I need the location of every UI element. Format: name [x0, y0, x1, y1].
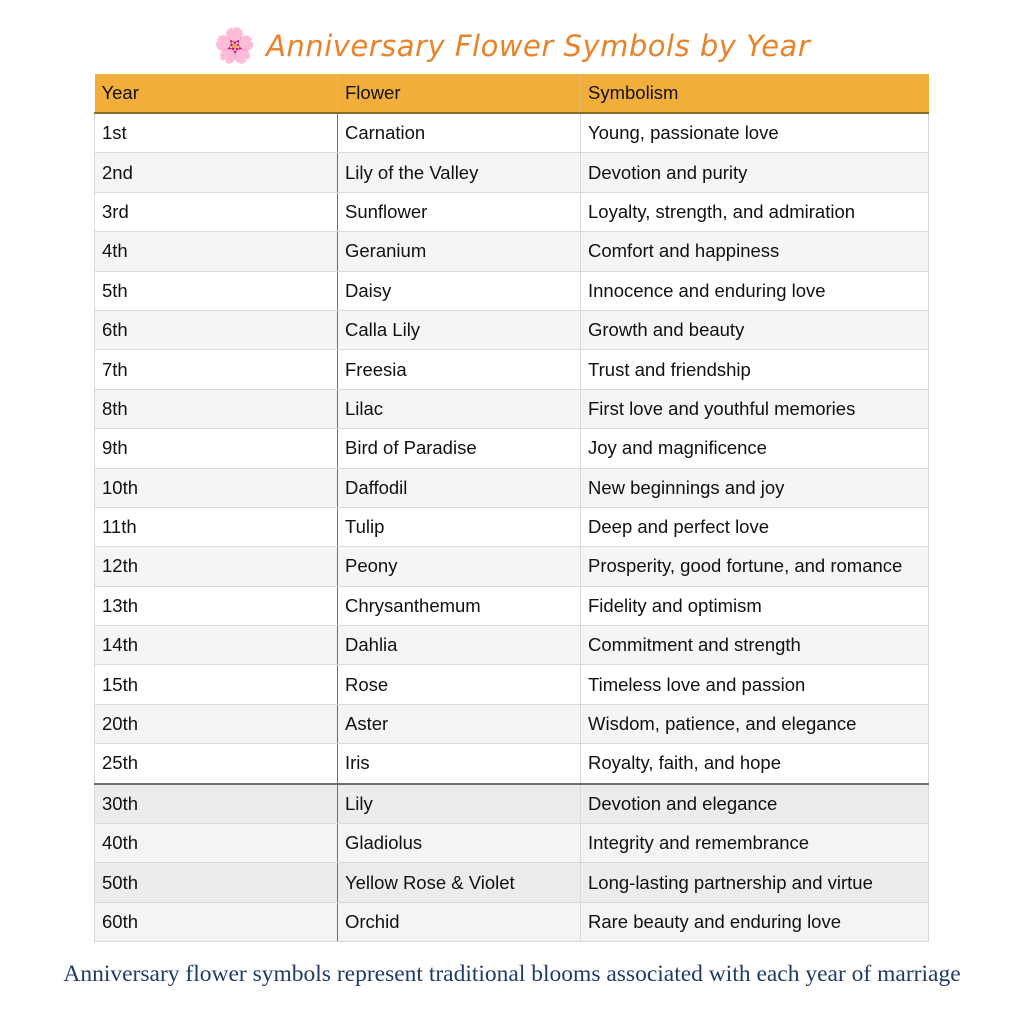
cell-year: 60th [95, 902, 338, 941]
cell-year: 14th [95, 626, 338, 665]
cell-flower: Dahlia [338, 626, 581, 665]
cell-year: 12th [95, 547, 338, 586]
cell-flower: Geranium [338, 232, 581, 271]
table-header-row [95, 74, 929, 113]
cell-flower: Sunflower [338, 192, 581, 231]
cell-year: 15th [95, 665, 338, 704]
table-row [95, 863, 929, 902]
column-header-year: Year [95, 74, 338, 113]
cell-symbolism: Innocence and enduring love [581, 271, 929, 310]
cell-year: 50th [95, 863, 338, 902]
cell-symbolism: Timeless love and passion [581, 665, 929, 704]
flower-table-container [94, 74, 928, 942]
cell-symbolism: Fidelity and optimism [581, 586, 929, 625]
column-header-symbolism: Symbolism [581, 74, 929, 113]
table-row [95, 626, 929, 665]
cell-flower: Tulip [338, 507, 581, 546]
table-row [95, 468, 929, 507]
cell-symbolism: Long-lasting partnership and virtue [581, 863, 929, 902]
cell-year: 2nd [95, 153, 338, 192]
cell-year: 40th [95, 824, 338, 863]
table-row [95, 784, 929, 824]
flower-table [94, 74, 929, 942]
cell-symbolism: Devotion and elegance [581, 784, 929, 824]
cell-year: 8th [95, 389, 338, 428]
cell-flower: Orchid [338, 902, 581, 941]
caption: Anniversary flower symbols represent traditional blooms associated with each year of marriage [63, 961, 961, 987]
table-row [95, 350, 929, 389]
table-row [95, 113, 929, 153]
table-row [95, 507, 929, 546]
cell-flower: Yellow Rose & Violet [338, 863, 581, 902]
table-row [95, 902, 929, 941]
cell-flower: Chrysanthemum [338, 586, 581, 625]
cell-year: 10th [95, 468, 338, 507]
cell-symbolism: Young, passionate love [581, 113, 929, 153]
cell-flower: Iris [338, 744, 581, 784]
cell-symbolism: New beginnings and joy [581, 468, 929, 507]
table-row [95, 310, 929, 349]
table-row [95, 744, 929, 784]
cell-year: 4th [95, 232, 338, 271]
cell-symbolism: First love and youthful memories [581, 389, 929, 428]
cell-year: 5th [95, 271, 338, 310]
table-row [95, 389, 929, 428]
cell-symbolism: Trust and friendship [581, 350, 929, 389]
table-row [95, 824, 929, 863]
cell-flower: Daisy [338, 271, 581, 310]
cell-symbolism: Joy and magnificence [581, 429, 929, 468]
cell-year: 20th [95, 704, 338, 743]
cell-year: 3rd [95, 192, 338, 231]
page-title-text: Anniversary Flower Symbols by Year [266, 29, 811, 63]
table-row [95, 153, 929, 192]
cell-flower: Freesia [338, 350, 581, 389]
cell-flower: Rose [338, 665, 581, 704]
cell-flower: Calla Lily [338, 310, 581, 349]
cell-year: 7th [95, 350, 338, 389]
cell-year: 9th [95, 429, 338, 468]
cell-symbolism: Wisdom, patience, and elegance [581, 704, 929, 743]
cell-year: 25th [95, 744, 338, 784]
cherry-blossom-icon: 🌸 [213, 26, 257, 66]
cell-symbolism: Devotion and purity [581, 153, 929, 192]
cell-year: 13th [95, 586, 338, 625]
table-row [95, 704, 929, 743]
table-row [95, 192, 929, 231]
cell-year: 6th [95, 310, 338, 349]
table-row [95, 271, 929, 310]
cell-year: 1st [95, 113, 338, 153]
table-row [95, 429, 929, 468]
cell-flower: Lilac [338, 389, 581, 428]
table-body [95, 113, 929, 942]
page-title [0, 22, 1024, 70]
cell-flower: Carnation [338, 113, 581, 153]
cell-flower: Gladiolus [338, 824, 581, 863]
cell-symbolism: Integrity and remembrance [581, 824, 929, 863]
cell-symbolism: Loyalty, strength, and admiration [581, 192, 929, 231]
cell-flower: Lily [338, 784, 581, 824]
cell-symbolism: Deep and perfect love [581, 507, 929, 546]
cell-flower: Daffodil [338, 468, 581, 507]
table-row [95, 586, 929, 625]
cell-year: 30th [95, 784, 338, 824]
cell-flower: Peony [338, 547, 581, 586]
table-row [95, 665, 929, 704]
cell-flower: Aster [338, 704, 581, 743]
cell-symbolism: Commitment and strength [581, 626, 929, 665]
cell-flower: Bird of Paradise [338, 429, 581, 468]
cell-symbolism: Rare beauty and enduring love [581, 902, 929, 941]
cell-year: 11th [95, 507, 338, 546]
column-header-flower: Flower [338, 74, 581, 113]
cell-symbolism: Growth and beauty [581, 310, 929, 349]
cell-flower: Lily of the Valley [338, 153, 581, 192]
table-row [95, 232, 929, 271]
table-row [95, 547, 929, 586]
cell-symbolism: Royalty, faith, and hope [581, 744, 929, 784]
table-header [95, 74, 929, 113]
cell-symbolism: Prosperity, good fortune, and romance [581, 547, 929, 586]
cell-symbolism: Comfort and happiness [581, 232, 929, 271]
